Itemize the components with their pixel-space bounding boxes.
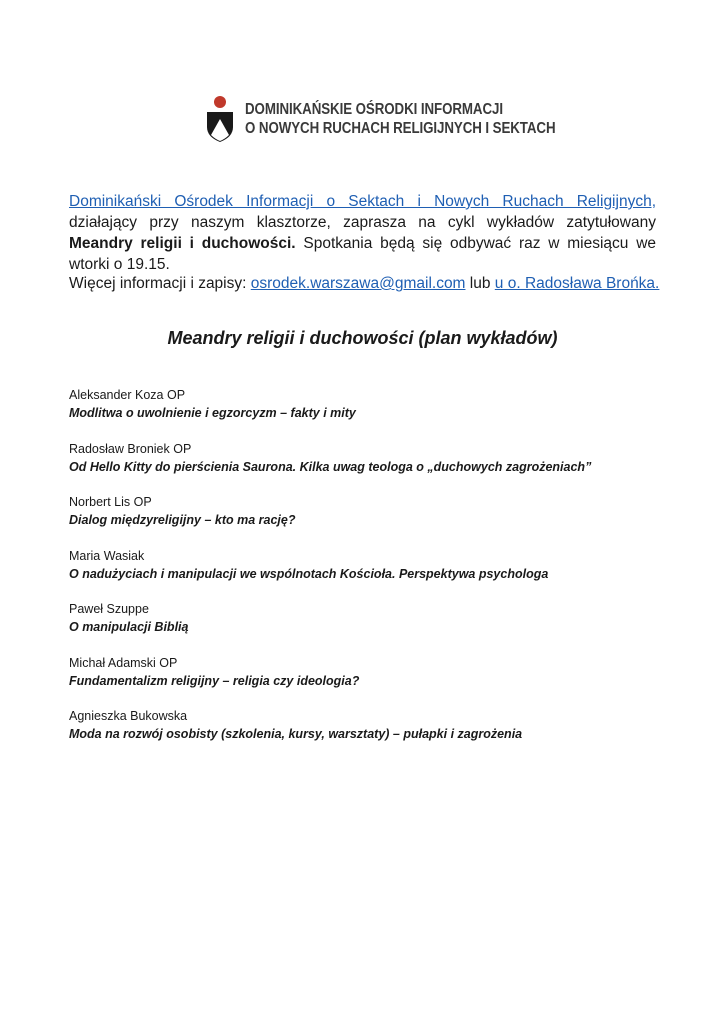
lecture-speaker: Radosław Broniek OP — [69, 441, 192, 456]
lecture-speaker: Maria Wasiak — [69, 548, 145, 563]
page-header — [205, 95, 606, 143]
list-item — [69, 493, 669, 547]
lecture-topic: Modlitwa o uwolnienie i egzorcyzm – fakty i mity — [69, 406, 356, 420]
organization-name — [245, 100, 556, 138]
lecture-topic: Od Hello Kitty do pierścienia Saurona. Kilka uwag teologa o „duchowych zagrożeniach” — [69, 459, 592, 474]
list-item — [69, 707, 669, 761]
plan-title: Meandry religii i duchowości (plan wykładów) — [167, 328, 558, 348]
contact-middle: lub — [465, 275, 495, 292]
org-name-line-2: O NOWYCH RUCHACH RELIGIJNYCH I SEKTACH — [245, 120, 556, 137]
lecture-list — [69, 386, 669, 761]
lecture-speaker: Norbert Lis OP — [69, 495, 152, 509]
list-item — [69, 654, 669, 708]
list-item — [69, 547, 669, 601]
contact-prefix: Więcej informacji i zapisy: — [69, 275, 251, 292]
lecture-topic: Moda na rozwój osobisty (szkolenia, kursy, warsztaty) – pułapki i zagrożenia — [69, 727, 523, 741]
lecture-speaker: Paweł Szuppe — [69, 602, 149, 616]
org-link[interactable]: Dominikański Ośrodek Informacji o Sektach i Nowych Ruchach Religijnych, — [69, 193, 656, 210]
contact-person-link[interactable]: u o. Radosława Brońka. — [494, 275, 660, 292]
lecture-topic: Fundamentalizm religijny – religia czy ideologia? — [69, 673, 360, 688]
series-name: Meandry religii i duchowości. — [69, 235, 296, 252]
lecture-speaker: Michał Adamski OP — [69, 655, 178, 670]
intro-text: działający przy naszym klasztorze, zaprasza na cykl wykładów zatytułowany — [69, 214, 656, 231]
lecture-speaker: Aleksander Koza OP — [69, 388, 186, 402]
contact-info — [69, 273, 659, 294]
lecture-topic: O nadużyciach i manipulacji we wspólnotach Kościoła. Perspektywa psychologa — [69, 566, 549, 581]
dominican-logo-icon — [205, 95, 235, 143]
list-item — [69, 386, 669, 440]
org-name-line-1: DOMINIKAŃSKIE OŚRODKI INFORMACJI — [245, 101, 503, 118]
lecture-speaker: Agnieszka Bukowska — [69, 709, 188, 723]
list-item — [69, 440, 669, 494]
lecture-topic: O manipulacji Biblią — [69, 620, 189, 634]
lecture-topic: Dialog międzyreligijny – kto ma rację? — [69, 513, 296, 527]
list-item — [69, 600, 669, 654]
intro-paragraph — [69, 191, 656, 275]
meeting-schedule: Spotkania będą się odbywać raz w miesiącu we wtorki o 19.15. — [69, 235, 657, 273]
email-link[interactable]: osrodek.warszawa@gmail.com — [250, 275, 466, 292]
